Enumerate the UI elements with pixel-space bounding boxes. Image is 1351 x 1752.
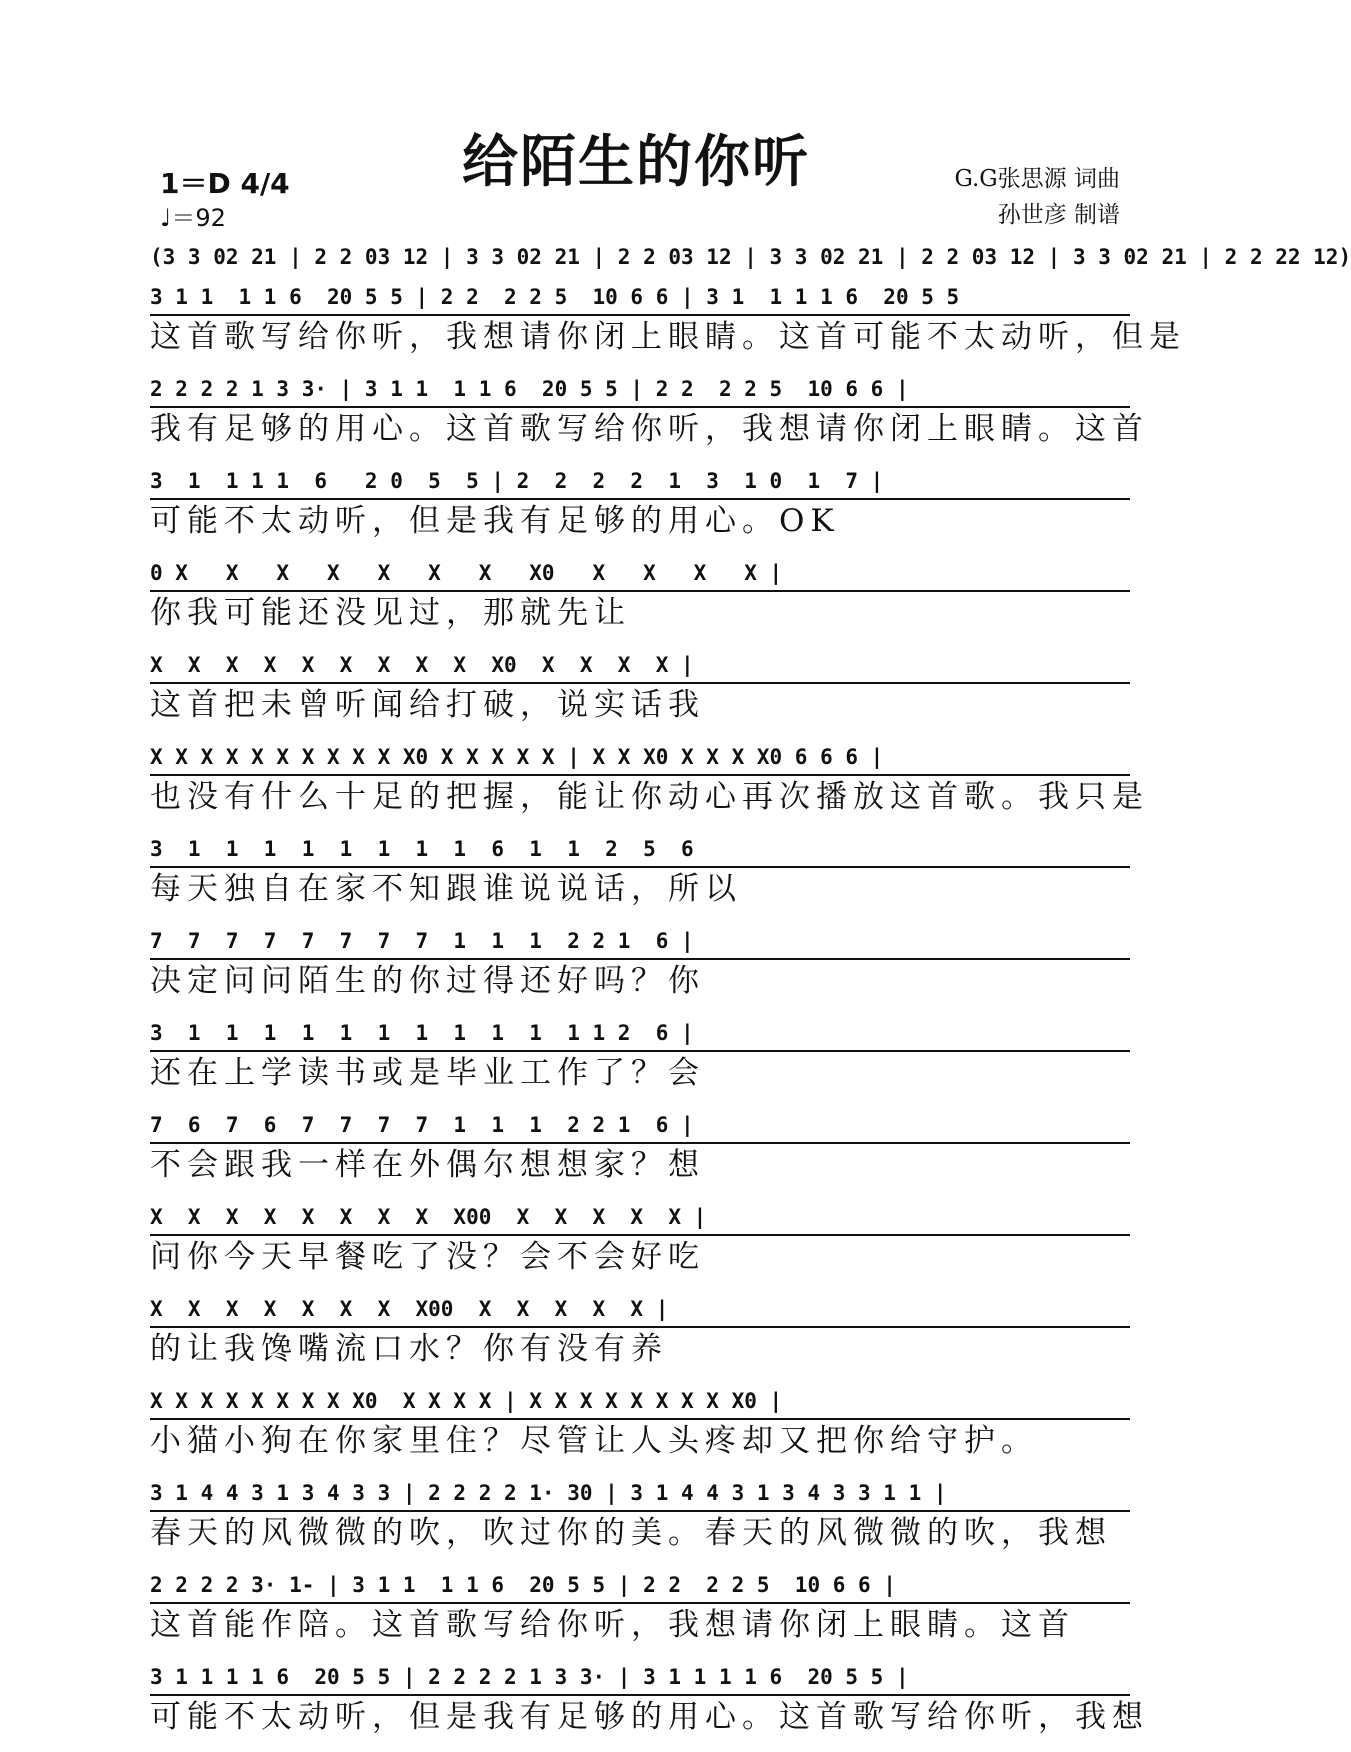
notes-line-7: 3 1 1 1 1 1 1 1 1 6 1 1 2 5 6 <box>150 826 1130 868</box>
lyrics-line-1: 这首歌写给你听，我想请你闭上眼睛。这首可能不太动听，但是 <box>150 319 1186 355</box>
notes-line-13: X X X X X X X X X0 X X X X | X X X X X X X X X0 | <box>150 1378 1130 1420</box>
lyrics-line-2: 我有足够的用心。这首歌写给你听，我想请你闭上眼睛。这首 <box>150 411 1149 447</box>
notes-line-14: 3 1 4 4 3 1 3 4 3 3 | 2 2 2 2 1· 30 | 3 1 4 4 3 1 3 4 3 3 1 1 | <box>150 1470 1130 1512</box>
score-body <box>150 234 1351 1746</box>
lyrics-line-7: 每天独自在家不知跟谁说说话，所以 <box>150 871 742 907</box>
intro-notes: (3 3 02 21 | 2 2 03 12 | 3 3 02 21 | 2 2 03 12 | 3 3 02 21 | 2 2 03 12 | 3 3 02 21 | 2 2 22 12) <box>150 245 1351 269</box>
notes-line-12: X X X X X X X X00 X X X X X | <box>150 1286 1130 1328</box>
notes-line-4: 0 X X X X X X X X0 X X X X | <box>150 550 1130 592</box>
notes-line-5: X X X X X X X X X X0 X X X X | <box>150 642 1130 684</box>
lyrics-line-10: 不会跟我一样在外偶尔想想家？想 <box>150 1147 705 1183</box>
lyrics-line-11: 问你今天早餐吃了没？会不会好吃 <box>150 1239 705 1275</box>
notes-line-6: X X X X X X X X X X X0 X X X X X | X X X0 X X X X0 6 6 6 | <box>150 734 1130 776</box>
notes-line-8: 7 7 7 7 7 7 7 7 1 1 1 2 2 1 6 | <box>150 918 1130 960</box>
lyrics-line-3: 可能不太动听，但是我有足够的用心。OK <box>150 503 840 539</box>
notes-line-11: X X X X X X X X X00 X X X X X | <box>150 1194 1130 1236</box>
notes-line-15: 2 2 2 2 3· 1- | 3 1 1 1 1 6 20 5 5 | 2 2 2 2 5 10 6 6 | <box>150 1562 1130 1604</box>
notes-line-10: 7 6 7 6 7 7 7 7 1 1 1 2 2 1 6 | <box>150 1102 1130 1144</box>
tempo-marking: ♩＝92 <box>160 204 226 232</box>
notes-line-2: 2 2 2 2 1 3 3· | 3 1 1 1 1 6 20 5 5 | 2 2 2 2 5 10 6 6 | <box>150 366 1130 408</box>
lyrics-line-9: 还在上学读书或是毕业工作了？会 <box>150 1055 705 1091</box>
lyrics-line-14: 春天的风微微的吹，吹过你的美。春天的风微微的吹，我想 <box>150 1515 1112 1551</box>
lyrics-line-16: 可能不太动听，但是我有足够的用心。这首歌写给你听，我想 <box>150 1699 1149 1735</box>
composer-credit: G.G张思源 词曲 <box>954 166 1120 192</box>
lyrics-line-12: 的让我馋嘴流口水？你有没有养 <box>150 1331 668 1367</box>
lyrics-line-4: 你我可能还没见过，那就先让 <box>150 595 631 631</box>
notes-line-1: 3 1 1 1 1 6 20 5 5 | 2 2 2 2 5 10 6 6 | 3 1 1 1 1 6 20 5 5 <box>150 274 1130 316</box>
arranger-credit: 孙世彦 制谱 <box>997 202 1120 228</box>
lyrics-line-15: 这首能作陪。这首歌写给你听，我想请你闭上眼睛。这首 <box>150 1607 1075 1643</box>
key-signature: 1＝D 4/4 <box>160 167 290 200</box>
lyrics-line-5: 这首把未曾听闻给打破，说实话我 <box>150 687 705 723</box>
lyrics-line-6: 也没有什么十足的把握，能让你动心再次播放这首歌。我只是 <box>150 779 1149 815</box>
notes-line-9: 3 1 1 1 1 1 1 1 1 1 1 1 1 2 6 | <box>150 1010 1130 1052</box>
notes-line-3: 3 1 1 1 1 6 2 0 5 5 | 2 2 2 2 1 3 1 0 1 7 | <box>150 458 1130 500</box>
lyrics-line-8: 决定问问陌生的你过得还好吗？你 <box>150 963 705 999</box>
song-title: 给陌生的你听 <box>462 129 810 195</box>
lyrics-line-13: 小猫小狗在你家里住？尽管让人头疼却又把你给守护。 <box>150 1423 1038 1459</box>
notes-line-16: 3 1 1 1 1 6 20 5 5 | 2 2 2 2 1 3 3· | 3 1 1 1 1 6 20 5 5 | <box>150 1654 1130 1696</box>
